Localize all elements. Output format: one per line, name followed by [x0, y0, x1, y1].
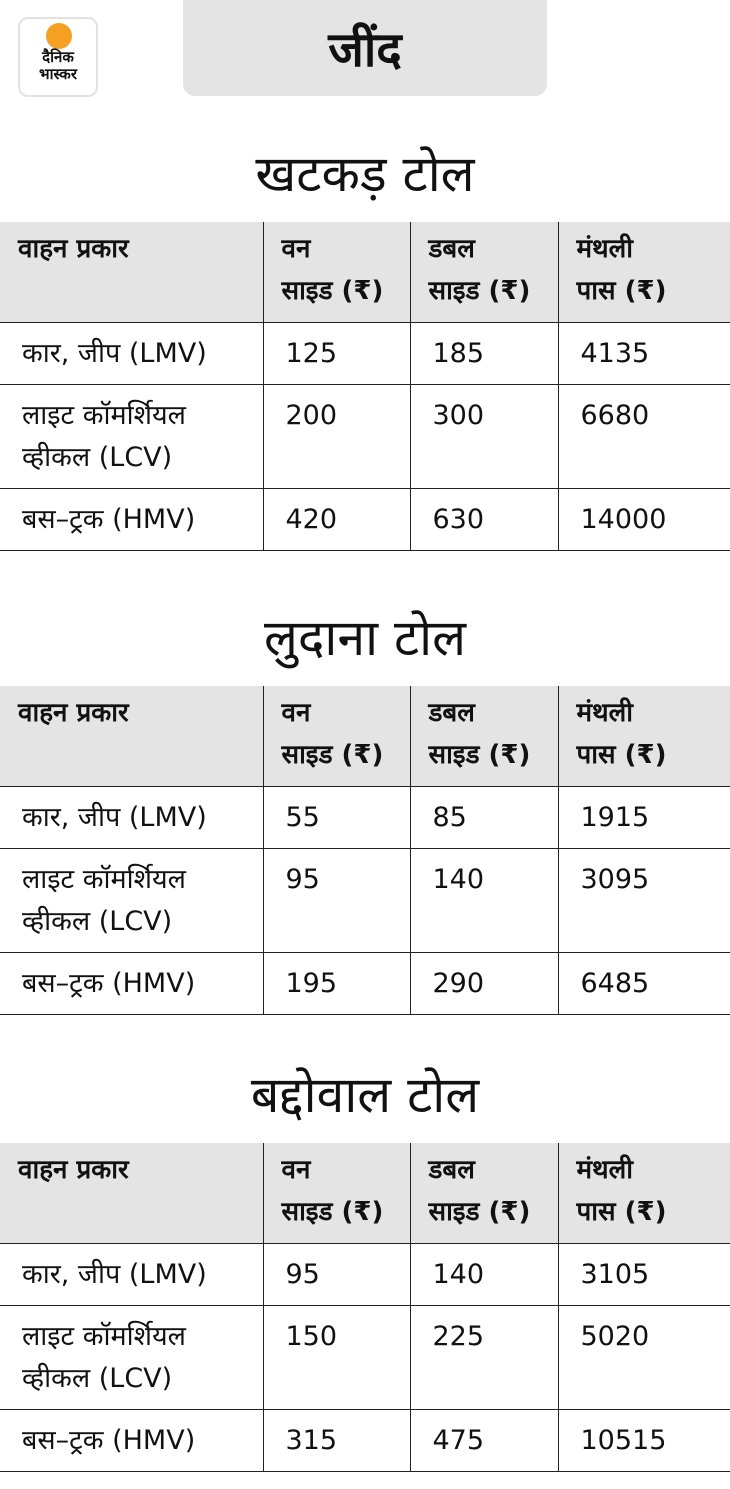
vehicle-text: लाइट कॉमर्शियल	[22, 399, 186, 431]
header-text: मंथली	[576, 1155, 634, 1185]
table-row	[0, 848, 730, 952]
header-text: डबल	[428, 1155, 475, 1185]
header-text: पास (₹)	[576, 740, 667, 770]
monthly-pass-cell: 5020	[558, 1305, 730, 1409]
table-row	[0, 1409, 730, 1471]
header-text: साइड (₹)	[428, 1197, 531, 1227]
table-row	[0, 952, 730, 1014]
monthly-pass-cell: 1915	[558, 786, 730, 848]
header-text: पास (₹)	[576, 276, 667, 306]
double-side-cell: 140	[410, 848, 558, 952]
vehicle-text: व्हीकल (LCV)	[22, 905, 173, 937]
header-text: साइड (₹)	[281, 1197, 384, 1227]
header-text: साइड (₹)	[281, 740, 384, 770]
toll-title: खटकड़ टोल	[255, 145, 475, 203]
one-side-cell: 95	[263, 848, 410, 952]
header-monthly-pass	[558, 1143, 730, 1243]
header-text: मंथली	[576, 698, 634, 728]
one-side-cell: 200	[263, 384, 410, 488]
table-row	[0, 488, 730, 550]
double-side-cell: 140	[410, 1243, 558, 1305]
vehicle-text: लाइट कॉमर्शियल	[22, 863, 186, 895]
vehicle-cell	[0, 1409, 263, 1471]
header-one-side	[263, 686, 410, 786]
vehicle-text: व्हीकल (LCV)	[22, 1362, 173, 1394]
table-row	[0, 1305, 730, 1409]
vehicle-cell	[0, 1243, 263, 1305]
header-text: साइड (₹)	[281, 276, 384, 306]
double-side-cell: 630	[410, 488, 558, 550]
double-side-cell: 300	[410, 384, 558, 488]
sun-icon	[46, 23, 72, 49]
table-header-row	[0, 686, 730, 786]
header-text: साइड (₹)	[428, 276, 531, 306]
one-side-cell: 150	[263, 1305, 410, 1409]
one-side-cell: 420	[263, 488, 410, 550]
toll-table	[0, 1143, 730, 1472]
one-side-cell: 125	[263, 322, 410, 384]
toll-title: लुदाना टोल	[263, 609, 467, 667]
double-side-cell: 185	[410, 322, 558, 384]
one-side-cell: 55	[263, 786, 410, 848]
vehicle-cell	[0, 322, 263, 384]
toll-section-2	[0, 586, 730, 1015]
table-header-row	[0, 222, 730, 322]
vehicle-cell	[0, 848, 263, 952]
double-side-cell: 85	[410, 786, 558, 848]
double-side-cell: 475	[410, 1409, 558, 1471]
monthly-pass-cell: 3105	[558, 1243, 730, 1305]
header-monthly-pass	[558, 686, 730, 786]
toll-section-3	[0, 1043, 730, 1472]
vehicle-text: कार, जीप (LMV)	[22, 801, 207, 833]
monthly-pass-cell: 14000	[558, 488, 730, 550]
one-side-cell: 315	[263, 1409, 410, 1471]
header-double-side	[410, 222, 558, 322]
vehicle-cell	[0, 488, 263, 550]
toll-table	[0, 686, 730, 1015]
header-vehicle-type	[0, 686, 263, 786]
dainik-bhaskar-logo	[18, 17, 98, 97]
city-banner	[183, 0, 547, 96]
vehicle-text: कार, जीप (LMV)	[22, 1258, 207, 1290]
header-text: डबल	[428, 234, 475, 264]
header-monthly-pass	[558, 222, 730, 322]
header-text: पास (₹)	[576, 1197, 667, 1227]
vehicle-text: बस–ट्रक (HMV)	[22, 1424, 196, 1456]
monthly-pass-cell: 4135	[558, 322, 730, 384]
vehicle-text: बस–ट्रक (HMV)	[22, 967, 196, 999]
vehicle-cell	[0, 786, 263, 848]
logo-line2: भास्कर	[39, 65, 77, 83]
double-side-cell: 225	[410, 1305, 558, 1409]
table-row	[0, 384, 730, 488]
one-side-cell: 195	[263, 952, 410, 1014]
header-text: डबल	[428, 698, 475, 728]
header-text: वाहन प्रकार	[18, 698, 129, 728]
header-double-side	[410, 1143, 558, 1243]
vehicle-cell	[0, 952, 263, 1014]
header-vehicle-type	[0, 1143, 263, 1243]
monthly-pass-cell: 6680	[558, 384, 730, 488]
logo-line1: दैनिक	[42, 48, 74, 66]
vehicle-cell	[0, 1305, 263, 1409]
vehicle-text: लाइट कॉमर्शियल	[22, 1320, 186, 1352]
toll-title: बद्दोवाल टोल	[250, 1066, 480, 1124]
city-title: जींद	[328, 21, 402, 78]
header-text: वाहन प्रकार	[18, 1155, 129, 1185]
header-text: वाहन प्रकार	[18, 234, 129, 264]
monthly-pass-cell: 3095	[558, 848, 730, 952]
table-header-row	[0, 1143, 730, 1243]
vehicle-text: व्हीकल (LCV)	[22, 441, 173, 473]
header-one-side	[263, 1143, 410, 1243]
header-double-side	[410, 686, 558, 786]
table-row	[0, 1243, 730, 1305]
header-vehicle-type	[0, 222, 263, 322]
one-side-cell: 95	[263, 1243, 410, 1305]
double-side-cell: 290	[410, 952, 558, 1014]
header-text: वन	[281, 698, 311, 728]
toll-section-1	[0, 122, 730, 551]
header-text: वन	[281, 234, 311, 264]
header-one-side	[263, 222, 410, 322]
table-row	[0, 322, 730, 384]
vehicle-cell	[0, 384, 263, 488]
header-text: साइड (₹)	[428, 740, 531, 770]
vehicle-text: कार, जीप (LMV)	[22, 337, 207, 369]
header-text: मंथली	[576, 234, 634, 264]
logo-text	[20, 49, 96, 83]
vehicle-text: बस–ट्रक (HMV)	[22, 503, 196, 535]
monthly-pass-cell: 6485	[558, 952, 730, 1014]
monthly-pass-cell: 10515	[558, 1409, 730, 1471]
table-row	[0, 786, 730, 848]
header-text: वन	[281, 1155, 311, 1185]
toll-table	[0, 222, 730, 551]
page-header	[0, 0, 730, 100]
